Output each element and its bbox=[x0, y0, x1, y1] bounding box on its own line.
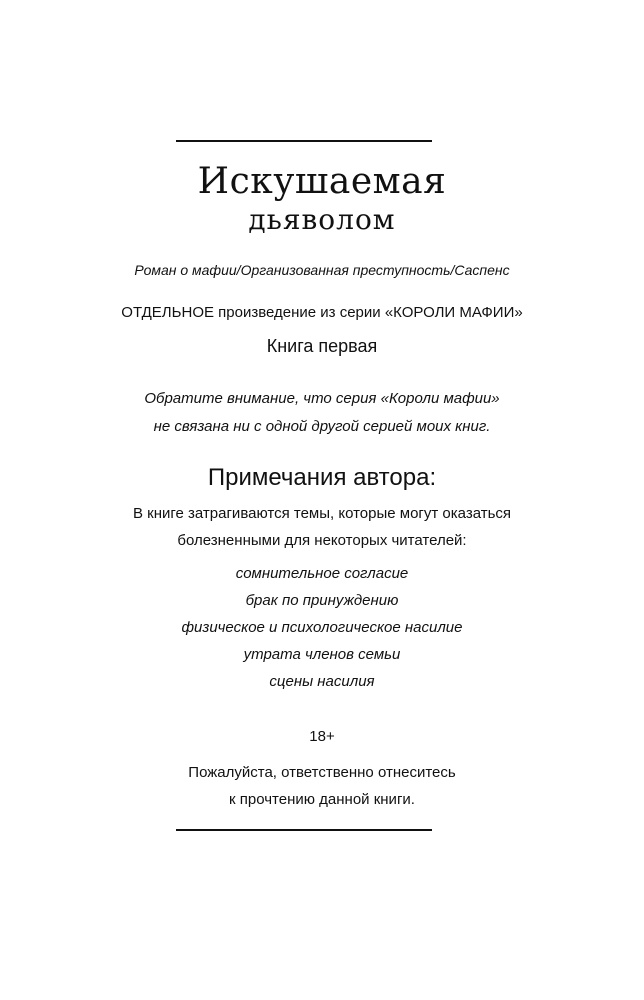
book-number: Книга первая bbox=[266, 336, 378, 356]
genre-line: Роман о мафии/Организованная преступность/Саспенс bbox=[134, 262, 510, 278]
disclaimer-line-2: не связана ни с одной другой серией моих книг. bbox=[153, 418, 491, 435]
top-divider bbox=[176, 140, 432, 142]
disclaimer-line-1: Обратите внимание, что серия «Короли мафии» bbox=[144, 390, 500, 407]
content-warning-item: сомнительное согласие bbox=[235, 565, 409, 582]
book-title-line-1: Искушаемая bbox=[197, 161, 447, 202]
content-warning-item: сцены насилия bbox=[269, 673, 375, 690]
age-rating: 18+ bbox=[309, 728, 335, 745]
content-warning-item: утрата членов семьи bbox=[243, 646, 401, 663]
author-notes-intro-line-2: болезненными для некоторых читателей: bbox=[177, 532, 467, 549]
content-warning-item: брак по принуждению bbox=[245, 592, 399, 609]
author-notes-heading: Примечания автора: bbox=[207, 464, 437, 491]
author-notes-intro-line-1: В книге затрагиваются темы, которые могут оказаться bbox=[132, 505, 512, 522]
content-warning-item: физическое и психологическое насилие bbox=[181, 619, 463, 636]
book-title-line-2: дьяволом bbox=[248, 203, 396, 236]
series-note: ОТДЕЛЬНОЕ произведение из серии «КОРОЛИ МАФИИ» bbox=[121, 304, 523, 321]
bottom-divider bbox=[176, 829, 432, 831]
closing-line-2: к прочтению данной книги. bbox=[229, 791, 415, 808]
closing-line-1: Пожалуйста, ответственно отнеситесь bbox=[188, 764, 456, 781]
